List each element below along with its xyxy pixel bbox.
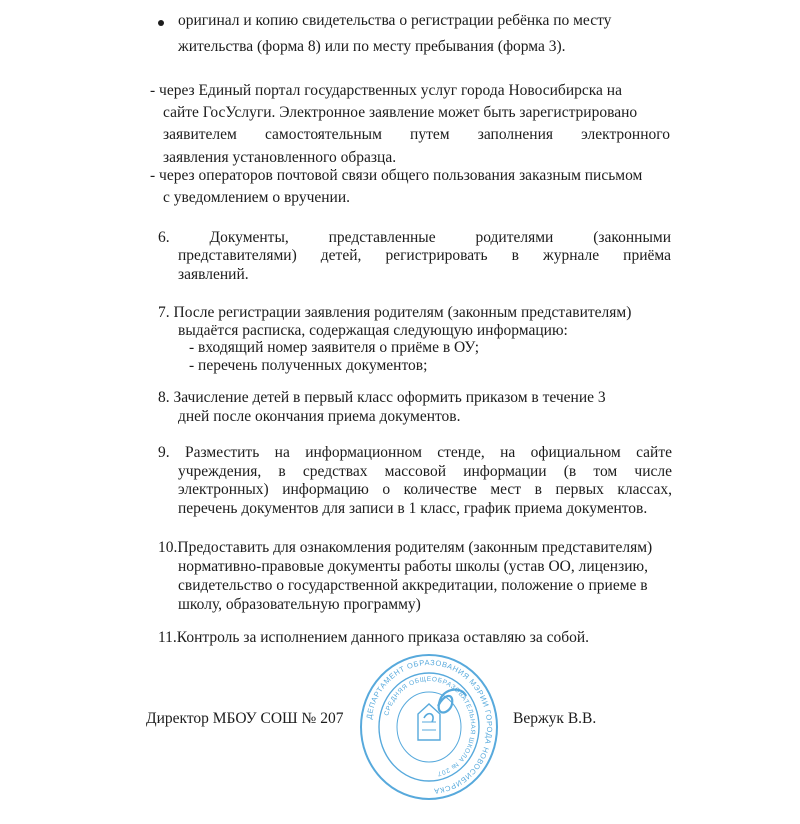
seal-inner-ring bbox=[379, 673, 479, 781]
bullet-item-line2: жительства (форма 8) или по месту пребывания (форма 3). bbox=[178, 38, 566, 55]
item7-line2: выдаётся расписка, содержащая следующую информацию: bbox=[178, 322, 568, 339]
item10-line3: свидетельство о государственной аккредитации, положение о приеме в bbox=[178, 577, 648, 594]
official-seal bbox=[358, 652, 500, 802]
seal-inner-text: СРЕДНЯЯ ОБЩЕОБРАЗОВАТЕЛЬНАЯ ШКОЛА № 207 bbox=[383, 675, 477, 778]
item7-line1: 7. После регистрации заявления родителям (законным представителям) bbox=[158, 304, 632, 321]
item6-line1: 6. Документы, представленные родителями (законными bbox=[158, 229, 671, 246]
signature-name: Вержук В.В. bbox=[513, 710, 597, 727]
item7-sub2: - перечень полученных документов; bbox=[189, 357, 428, 374]
online-line4: заявления установленного образца. bbox=[163, 149, 397, 166]
handwritten-signature-stroke bbox=[424, 714, 433, 722]
seal-emblem-lines bbox=[422, 722, 436, 730]
item6-line2: представителями) детей, регистрировать в журнале приёма bbox=[178, 247, 671, 264]
item9-line4: перечень документов для записи в 1 класс, график приема документов. bbox=[178, 500, 648, 517]
postal-line1: - через операторов почтовой связи общего пользования заказным письмом bbox=[150, 167, 643, 184]
item8-line2: дней после окончания приема документов. bbox=[178, 408, 461, 425]
item9-line1: 9. Разместить на информационном стенде, на официальном сайте bbox=[158, 444, 672, 461]
online-line1: - через Единый портал государственных услуг города Новосибирска на bbox=[150, 82, 622, 99]
official-seal-graphic bbox=[358, 652, 500, 802]
item10-line1: 10.Предоставить для ознакомления родителям (законным представителям) bbox=[158, 539, 653, 556]
bullet-item-line1: оригинал и копию свидетельства о регистрации ребёнка по месту bbox=[178, 12, 612, 29]
item7-sub1: - входящий номер заявителя о приёме в ОУ; bbox=[189, 339, 480, 356]
item9-line3: электронных) информацию о количестве мест в первых классах, bbox=[178, 481, 672, 498]
online-line2: сайте ГосУслуги. Электронное заявление может быть зарегистрировано bbox=[163, 104, 638, 121]
signature-role: Директор МБОУ СОШ № 207 bbox=[146, 710, 344, 727]
item10-line2: нормативно-правовые документы работы школы (устав ОО, лицензию, bbox=[178, 558, 648, 575]
seal-outer-text: ДЕПАРТАМЕНТ ОБРАЗОВАНИЯ МЭРИИ ГОРОДА НОВОСИБИРСКА bbox=[364, 657, 495, 796]
item6-line3: заявлений. bbox=[178, 266, 249, 283]
item10-line4: школу, образовательную программу) bbox=[178, 596, 421, 613]
item8-line1: 8. Зачисление детей в первый класс оформить приказом в течение 3 bbox=[158, 389, 606, 406]
item9-line2: учреждения, в средствах массовой информации (в том числе bbox=[178, 463, 672, 480]
online-line3: заявителем самостоятельным путем заполнения электронного bbox=[163, 126, 670, 143]
item11-line1: 11.Контроль за исполнением данного приказа оставляю за собой. bbox=[158, 629, 590, 646]
bullet-icon bbox=[158, 20, 164, 26]
postal-line2: с уведомлением о вручении. bbox=[163, 189, 350, 206]
